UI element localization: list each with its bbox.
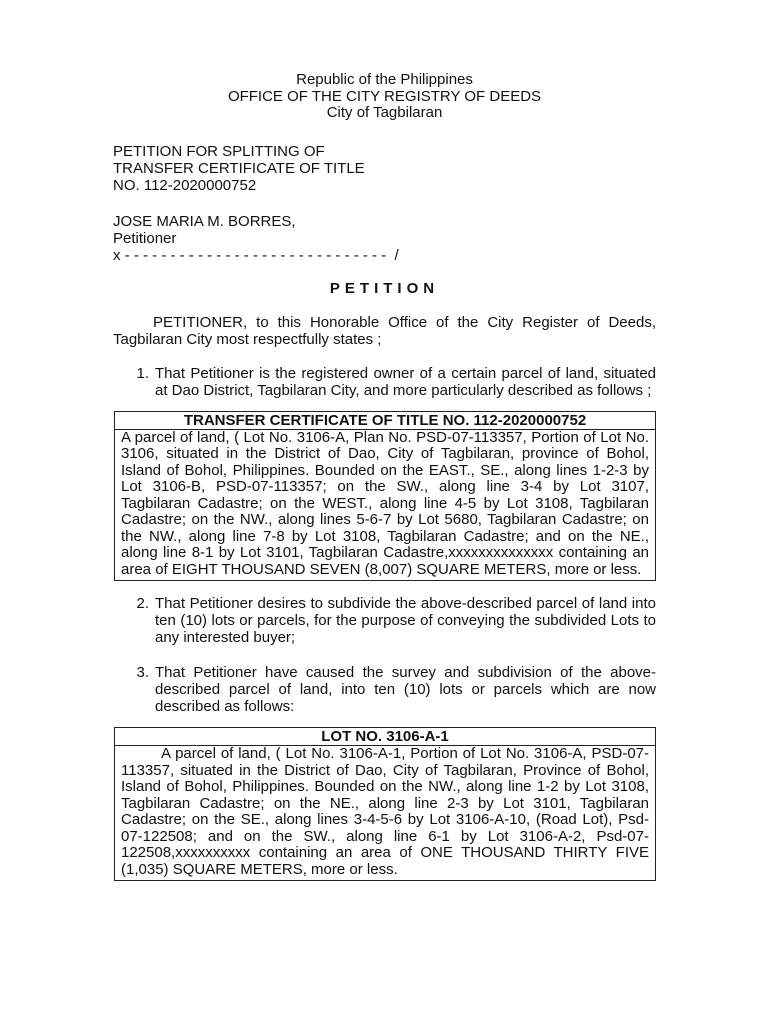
tct-box-body: A parcel of land, ( Lot No. 3106-A, Plan No. PSD-07-113357, Portion of Lot No. 3106, situated in the District of Dao, City of Tagbilaran, province of Bohol, Island of Bohol, Philippines. Bounded on the EAST., SE., along lines 1-2-3 by Lot 3106-B, PSD-07-113357; on the SW., along line 3-4 by Lot 3107, Tagbilaran Cadastre; on the WEST., along line 4-5 by Lot 3108, Tagbilaran Cadastre; on the NW., along lines 5-6-7 by Lot 5680, Tagbilaran Cadastre; on the NW., along line 7-8 by Lot 3108, Tagbilaran Cadastre; and on the NE., along line 8-1 by Lot 3101, Tagbilaran Cadastre,xxxxxxxxxxxxxx containing an area of EIGHT THOUSAND SEVEN (8,007) SQUARE METERS, more or less. <box>121 428 649 578</box>
item-text: That Petitioner is the registered owner of a certain parcel of land, situated at Dao District, Tagbilaran City, and more particularly described as follows ; <box>155 364 656 399</box>
petitioner-role: Petitioner <box>113 229 177 247</box>
item-number: 1. <box>136 364 149 382</box>
numbered-item-3 <box>113 664 656 715</box>
numbered-item-2 <box>113 595 656 646</box>
lot-box-body: A parcel of land, ( Lot No. 3106-A-1, Portion of Lot No. 3106-A, PSD-07-113357, situated in the District of Dao, City of Tagbilaran, Province of Bohol, Island of Bohol, Philippines. Bounded on the NW., along line 1-2 by Lot 3108, Tagbilaran Cadastre; on the NE., along line 2-3 by Lot 3101, Tagbilaran Cadastre; on the SE., along lines 3-4-5-6 by Lot 3106-A-10, (Road Lot), Psd-07-122508; and on the SW., along line 6-1 by Lot 3106-A-2, Psd-07-122508,xxxxxxxxxx containing an area of ONE THOUSAND THIRTY FIVE (1,035) SQUARE METERS, more or less. <box>121 745 649 878</box>
item-text: That Petitioner have caused the survey and subdivision of the above-described parcel of land, into ten (10) lots or parcels which are now described as follows: <box>155 664 656 715</box>
tct-box-heading: TRANSFER CERTIFICATE OF TITLE NO. 112-2020000752 <box>115 412 655 430</box>
lot-box-heading: LOT NO. 3106-A-1 <box>115 728 655 746</box>
header-office: OFFICE OF THE CITY REGISTRY OF DEEDS <box>227 87 542 105</box>
document-title: PETITION <box>329 279 440 297</box>
caption-line-3: NO. 112-2020000752 <box>113 176 257 194</box>
item-text: That Petitioner desires to subdivide the above-described parcel of land into ten (10) lots or parcels, for the purpose of conveying the subdivided Lots to any interested buyer; <box>155 595 656 646</box>
lot-description-box <box>114 727 656 881</box>
numbered-item-1 <box>113 365 656 399</box>
document-header <box>113 72 656 122</box>
tct-description-box <box>114 411 656 582</box>
header-country: Republic of the Philippines <box>296 71 473 88</box>
parties-block <box>113 213 656 264</box>
item-number: 2. <box>136 595 149 612</box>
caption-line-1: PETITION FOR SPLITTING OF <box>113 142 325 160</box>
document-page <box>113 72 656 881</box>
caption-line-2: TRANSFER CERTIFICATE OF TITLE <box>113 159 365 177</box>
intro-paragraph: PETITIONER, to this Honorable Office of the City Register of Deeds, Tagbilaran City most respectfully states ; <box>113 313 656 348</box>
case-caption <box>113 143 656 194</box>
item-number: 3. <box>136 664 149 681</box>
caption-separator: x - - - - - - - - - - - - - - - - - - - - - - - - - - - - - / <box>113 246 399 264</box>
header-city: City of Tagbilaran <box>326 104 443 121</box>
petitioner-name: JOSE MARIA M. BORRES, <box>113 212 296 230</box>
